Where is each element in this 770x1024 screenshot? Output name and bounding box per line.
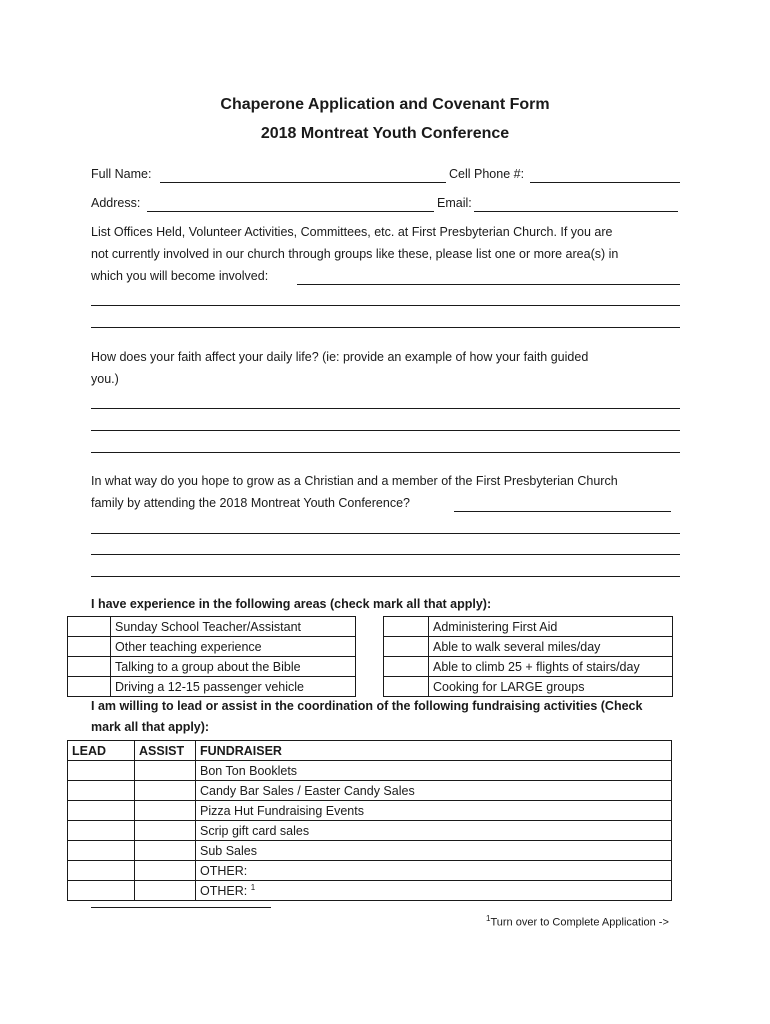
fundraising-heading-line2: mark all that apply): <box>91 720 210 734</box>
fundraising-row <box>68 881 672 901</box>
experience-label: Able to climb 25 + flights of stairs/day <box>429 657 673 677</box>
assist-checkbox[interactable] <box>135 781 196 801</box>
experience-checkbox[interactable] <box>68 637 111 657</box>
assist-checkbox[interactable] <box>135 801 196 821</box>
lead-checkbox[interactable] <box>68 821 135 841</box>
fundraiser-column-header: FUNDRAISER <box>196 741 672 761</box>
experience-checkbox[interactable] <box>68 617 111 637</box>
assist-checkbox[interactable] <box>135 881 196 901</box>
assist-checkbox[interactable] <box>135 821 196 841</box>
experience-checkbox[interactable] <box>68 677 111 697</box>
lead-checkbox[interactable] <box>68 841 135 861</box>
lead-checkbox[interactable] <box>68 781 135 801</box>
footnote-reference: 1 <box>250 882 256 892</box>
question-faith-line2: you.) <box>91 372 119 386</box>
lead-checkbox[interactable] <box>68 761 135 781</box>
answer-grow-line4[interactable] <box>91 576 680 577</box>
footnote-text: Turn over to Complete Application -> <box>490 916 669 929</box>
fundraising-row <box>68 861 672 881</box>
experience-table-right <box>383 616 673 697</box>
fundraising-row <box>68 761 672 781</box>
footnote-mark: 1 <box>486 914 491 923</box>
footnote <box>486 914 669 929</box>
experience-label: Cooking for LARGE groups <box>429 677 673 697</box>
fundraising-row <box>68 781 672 801</box>
answer-faith-line3[interactable] <box>91 452 680 453</box>
experience-row <box>384 637 673 657</box>
question-offices-line2: not currently involved in our church through groups like these, please list one or more area(s) in <box>91 247 619 261</box>
experience-checkbox[interactable] <box>384 637 429 657</box>
fundraising-row <box>68 801 672 821</box>
fundraiser-label: Pizza Hut Fundraising Events <box>196 801 672 821</box>
fundraiser-label: Scrip gift card sales <box>196 821 672 841</box>
question-faith-line1: How does your faith affect your daily life? (ie: provide an example of how your faith guided <box>91 350 589 364</box>
experience-checkbox[interactable] <box>384 617 429 637</box>
experience-row <box>68 637 356 657</box>
experience-heading: I have experience in the following areas (check mark all that apply): <box>91 597 492 611</box>
email-field[interactable] <box>474 211 678 212</box>
answer-offices-line2[interactable] <box>91 305 680 306</box>
address-label: Address: <box>91 196 141 210</box>
answer-offices-line1[interactable] <box>297 284 680 285</box>
answer-grow-line1[interactable] <box>454 511 671 512</box>
form-subtitle: 2018 Montreat Youth Conference <box>260 125 510 142</box>
cell-phone-field[interactable] <box>530 182 680 183</box>
fundraiser-label[interactable]: OTHER: <box>196 861 672 881</box>
experience-table-left <box>67 616 356 697</box>
fundraiser-label: Sub Sales <box>196 841 672 861</box>
lead-checkbox[interactable] <box>68 801 135 821</box>
assist-checkbox[interactable] <box>135 841 196 861</box>
lead-checkbox[interactable] <box>68 861 135 881</box>
question-offices-line1: List Offices Held, Volunteer Activities, Committees, etc. at First Presbyterian Church. If you are <box>91 225 613 239</box>
answer-grow-line3[interactable] <box>91 554 680 555</box>
answer-offices-line3[interactable] <box>91 327 680 328</box>
full-name-field[interactable] <box>160 182 446 183</box>
fundraiser-label: Bon Ton Booklets <box>196 761 672 781</box>
cell-phone-label: Cell Phone #: <box>449 167 525 181</box>
fundraising-table <box>67 740 672 901</box>
question-offices-line3: which you will become involved: <box>91 269 269 283</box>
fundraiser-label: OTHER: <box>200 884 248 899</box>
full-name-label: Full Name: <box>91 167 152 181</box>
address-field[interactable] <box>147 211 434 212</box>
experience-row <box>384 677 673 697</box>
lead-column-header: LEAD <box>68 741 135 761</box>
experience-label: Other teaching experience <box>111 637 356 657</box>
answer-faith-line2[interactable] <box>91 430 680 431</box>
fundraiser-other-cell[interactable] <box>196 881 672 901</box>
experience-checkbox[interactable] <box>384 657 429 677</box>
experience-row <box>384 657 673 677</box>
assist-column-header: ASSIST <box>135 741 196 761</box>
experience-row <box>384 617 673 637</box>
experience-label: Able to walk several miles/day <box>429 637 673 657</box>
experience-label: Driving a 12-15 passenger vehicle <box>111 677 356 697</box>
question-grow-line1: In what way do you hope to grow as a Christian and a member of the First Presbyterian Church <box>91 474 618 488</box>
footnote-separator <box>91 907 271 908</box>
assist-checkbox[interactable] <box>135 761 196 781</box>
fundraising-row <box>68 841 672 861</box>
answer-faith-line1[interactable] <box>91 408 680 409</box>
experience-checkbox[interactable] <box>384 677 429 697</box>
fundraiser-label: Candy Bar Sales / Easter Candy Sales <box>196 781 672 801</box>
experience-row <box>68 677 356 697</box>
fundraising-header-row <box>68 741 672 761</box>
assist-checkbox[interactable] <box>135 861 196 881</box>
answer-grow-line2[interactable] <box>91 533 680 534</box>
form-title: Chaperone Application and Covenant Form <box>220 96 550 113</box>
experience-row <box>68 657 356 677</box>
question-grow-line2: family by attending the 2018 Montreat Youth Conference? <box>91 496 410 510</box>
lead-checkbox[interactable] <box>68 881 135 901</box>
experience-checkbox[interactable] <box>68 657 111 677</box>
fundraising-heading-line1: I am willing to lead or assist in the coordination of the following fundraising activities (Check <box>91 699 643 713</box>
email-label: Email: <box>437 196 472 210</box>
fundraising-row <box>68 821 672 841</box>
experience-label: Talking to a group about the Bible <box>111 657 356 677</box>
experience-label: Administering First Aid <box>429 617 673 637</box>
experience-row <box>68 617 356 637</box>
experience-label: Sunday School Teacher/Assistant <box>111 617 356 637</box>
